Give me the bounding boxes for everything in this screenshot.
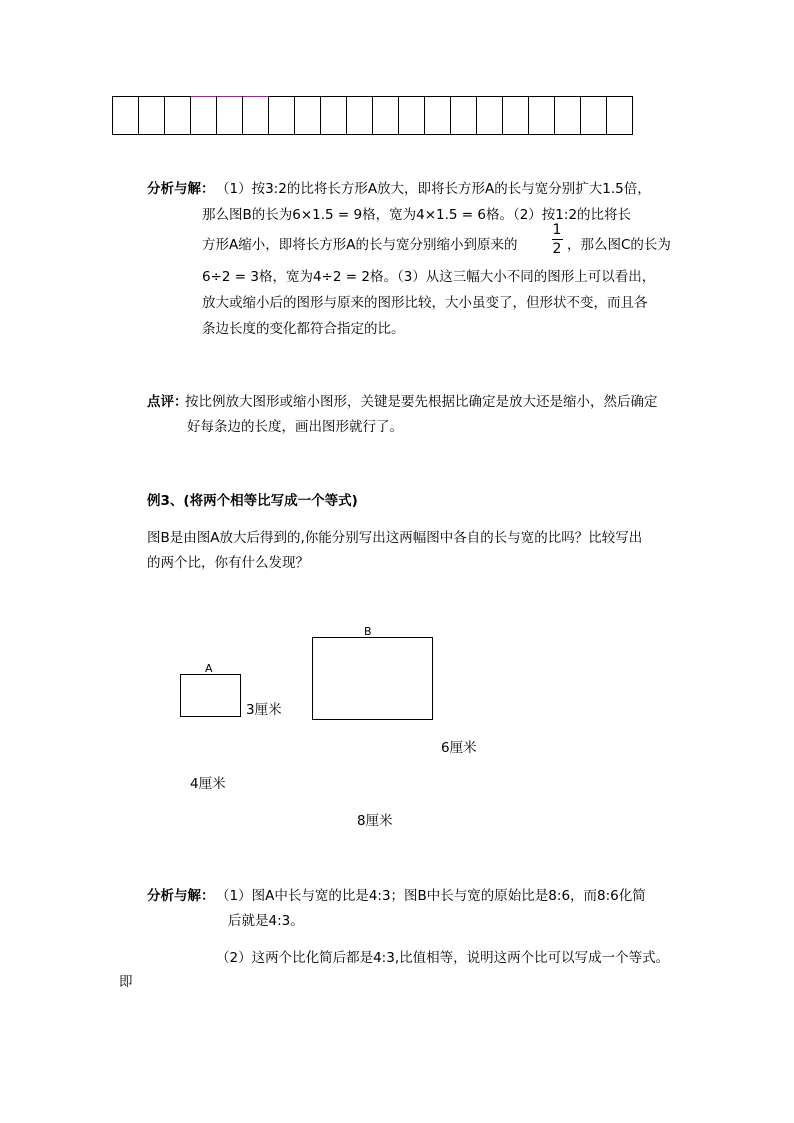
grid-cell (243, 97, 269, 135)
rect-b-width: 8厘米 (357, 813, 393, 829)
grid-cell (269, 97, 295, 135)
grid-cell (113, 97, 139, 135)
grid-cell (503, 97, 529, 135)
analysis-line: 那么图B的长为6×1.5 = 9格，宽为4×1.5 = 6格。（2）按1:2的比将长 (202, 207, 632, 223)
grid-cell (347, 97, 373, 135)
comment-label: 点评： (147, 394, 188, 410)
fraction-denominator: 2 (552, 241, 562, 257)
rect-a-height: 3厘米 (246, 702, 282, 718)
grid-cell (165, 97, 191, 135)
grid-cell (191, 97, 217, 135)
analysis-line: 方形A缩小，即将长方形A的长与宽分别缩小到原来的 (202, 237, 518, 253)
grid-cell (399, 97, 425, 135)
grid-cell (373, 97, 399, 135)
grid-table (112, 96, 633, 135)
grid-cell (555, 97, 581, 135)
grid-cell (529, 97, 555, 135)
grid-cell (217, 97, 243, 135)
analysis-label: 分析与解： (147, 181, 215, 197)
rect-a (180, 674, 241, 717)
rect-a-label: A (205, 662, 213, 675)
rect-b-height: 6厘米 (441, 740, 477, 756)
analysis-line: 即 (119, 974, 133, 990)
grid-cell (477, 97, 503, 135)
analysis-line: 条边长度的变化都符合指定的比。 (202, 321, 405, 337)
grid-cell (581, 97, 607, 135)
fraction (549, 222, 565, 257)
grid-cell (295, 97, 321, 135)
rect-b (312, 637, 433, 720)
grid-cell (321, 97, 347, 135)
analysis-line: （1）图A中长与宽的比是4:3；图B中长与宽的原始比是8:6，而8:6化简 (216, 888, 646, 904)
example-line: 图B是由图A放大后得到的,你能分别写出这两幅图中各自的长与宽的比吗？比较写出 (147, 530, 643, 546)
analysis-line: 6÷2 = 3格，宽为4÷2 = 2格。（3）从这三幅大小不同的图形上可以看出， (202, 269, 656, 285)
analysis-line: （1）按3:2的比将长方形A放大，即将长方形A的长与宽分别扩大1.5倍， (216, 181, 651, 197)
grid-cell (607, 97, 633, 135)
fraction-numerator: 1 (552, 222, 562, 238)
example-title: 例3、(将两个相等比写成一个等式) (147, 493, 358, 509)
example-line: 的两个比，你有什么发现？ (147, 555, 309, 571)
grid-cell (451, 97, 477, 135)
grid-cell (425, 97, 451, 135)
fraction-bar (552, 239, 563, 240)
analysis-line: 后就是4:3。 (228, 913, 304, 929)
analysis-line: ，那么图C的长为 (567, 237, 671, 253)
rect-a-width: 4厘米 (190, 776, 226, 792)
analysis-line: 放大或缩小后的图形与原来的图形比较，大小虽变了，但形状不变，而且各 (202, 295, 648, 311)
analysis-line: （2）这两个比化简后都是4:3,比值相等，说明这两个比可以写成一个等式。 (216, 950, 670, 966)
rect-b-label: B (364, 625, 372, 638)
analysis-label: 分析与解： (147, 888, 215, 904)
grid-cell (139, 97, 165, 135)
comment-line: 按比例放大图形或缩小图形，关键是要先根据比确定是放大还是缩小，然后确定 (185, 394, 658, 410)
comment-line: 好每条边的长度，画出图形就行了。 (187, 419, 403, 435)
